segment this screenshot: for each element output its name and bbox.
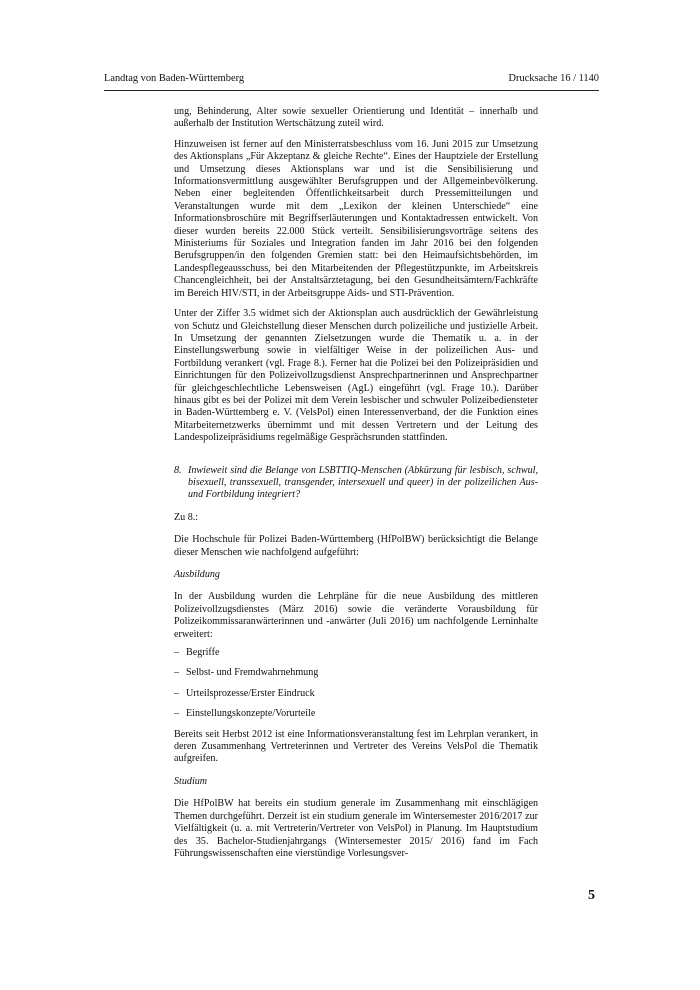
list-item: – Einstellungskonzepte/Vorurteile	[174, 708, 316, 720]
question-text: Inwieweit sind die Belange von LSBTTIQ-Menschen (Abkürzung für lesbisch, schwul, bisexuell, transsexuell, transgender, intersexuell und queer) in der polizeilichen Aus- und Fortbildung integriert?	[188, 464, 538, 501]
document-body	[174, 106, 538, 866]
section-heading-ausbildung: Ausbildung	[174, 569, 220, 580]
question-8	[174, 465, 538, 502]
page-header	[104, 72, 599, 90]
section-heading-studium: Studium	[174, 775, 208, 787]
dash-marker: –	[174, 687, 180, 699]
list-item: – Selbst- und Fremdwahrnehmung	[174, 667, 319, 679]
answer-intro: Die Hochschule für Polizei Baden-Württemberg (HfPolBW) berücksichtigt die Belange dieser Menschen wie nachfolgend aufgeführt:	[174, 534, 538, 558]
paragraph-ausbildung: In der Ausbildung wurden die Lehrpläne für die neue Ausbildung des mittleren Polizeivollzugsdienstes (März 2016) sowie die veränderte Vorausbildung für Polizeikommissaranwärterinnen und -anwärter (Juli 2016) um nachfolgende Lerninhalte erweitert:	[174, 591, 538, 640]
answer-label: Zu 8.:	[174, 511, 199, 523]
dash-marker: –	[174, 647, 180, 659]
page-number: 5	[588, 888, 595, 903]
dash-marker: –	[174, 708, 180, 720]
lerninhalte-list	[174, 647, 538, 721]
list-item: – Begriffe	[174, 647, 220, 659]
header-parliament-name: Landtag von Baden-Württemberg	[104, 73, 245, 84]
header-divider	[104, 90, 599, 91]
list-item: – Urteilsprozesse/Erster Eindruck	[174, 687, 315, 699]
header-document-number: Drucksache 16 / 1140	[508, 73, 599, 84]
paragraph-studium: Die HfPolBW hat bereits ein studium generale im Zusammenhang mit einschlägigen Themen durchgeführt. Derzeit ist ein studium generale im Wintersemester 2016/2017 zur Vielfältigkeit (u. a. mit Vertreterin/Vertreter von VelsPol) in Planung. Im Hauptstudium des 35. Bachelor-Studienjahrgangs (Wintersemester 2015/ 2016) fand im Fach Führungswissenschaften eine vierstündige Vorlesungsver-	[174, 798, 538, 859]
paragraph-continuation: ung, Behinderung, Alter sowie sexueller Orientierung und Identität – innerhalb und außerhalb der Institution Wertschätzung zuteil wird.	[174, 106, 538, 130]
dash-marker: –	[174, 667, 180, 679]
paragraph-ziffer-3-5: Unter der Ziffer 3.5 widmet sich der Aktionsplan auch ausdrücklich der Gewährleistung von Schutz und Gleichstellung dieser Menschen durch polizeiliche und justizielle Arbeit. In Umsetzung der genannten Zielsetzungen wurde die Thematik u. a. in der Einstellungswerbung sowie in vielfältiger Weise in der polizeilichen Aus- und Fortbildung verankert (vgl. Frage 8.). Ferner hat die Polizei bei den Polizeipräsidien und Einrichtungen für den Polizeivollzugsdienst Ansprechpartnerinnen und Ansprechpartner für gleichgeschlechtliche Lebensweisen (AgL) eingeführt (vgl. Frage 10.). Darüber hinaus gibt es bei der Polizei mit dem Verein lesbischer und schwuler Polizeibediensteter in Baden-Württemberg e. V. (VelsPol) einen Interessenverband, der die Funktion eines Mitarbeiternetzwerks übernimmt und mit dessen Vertretern und der Leitung des Landespolizeipräsidiums regelmäßige Gesprächsrunden stattfinden.	[174, 308, 538, 444]
paragraph-ministerratsbeschluss: Hinzuweisen ist ferner auf den Ministerratsbeschluss vom 16. Juni 2015 zur Umsetzung des Aktionsplans „Für Akzeptanz & gleiche Rechte“. Eines der Hauptziele der Erstellung und Umsetzung dieses Aktionsplans war und ist die Sensibilisierung und Informationsvermittlung ausgewählter Berufsgruppen und der Allgemeinbevölkerung. Neben einer begleitenden Öffentlichkeitsarbeit durch Pressemitteilungen und Veranstaltungen wurde mit dem „Lexikon der kleinen Unterschiede“ eine Informationsbroschüre mit Begriffserläuterungen und Kontaktadressen entwickelt. Von dieser wurden bereits 22.000 Stück verteilt. Sensibilisierungsvorträge seitens des Ministeriums für Soziales und Integration fanden im Jahr 2016 bei den folgenden Berufsgruppen/in den folgenden Gremien statt: bei den Heimaufsichtsbehörden, im Landespflegeausschuss, bei den Mitarbeitenden der Pflegestützpunkte, im Arbeitskreis Chancengleichheit, bei der Anstaltsärztetagung, bei den Gesundheitsämtern/Fachkräfte im Bereich HIV/STI, in der Arbeitsgruppe Aids- und STI-Prävention.	[174, 138, 538, 299]
question-number: 8.	[174, 464, 182, 476]
paragraph-informationsveranstaltung: Bereits seit Herbst 2012 ist eine Informationsveranstaltung fest im Lehrplan verankert, in deren Zusammenhang Vertreterinnen und Vertreter des Vereins VelsPol die Thematik aufgreifen.	[174, 728, 538, 765]
